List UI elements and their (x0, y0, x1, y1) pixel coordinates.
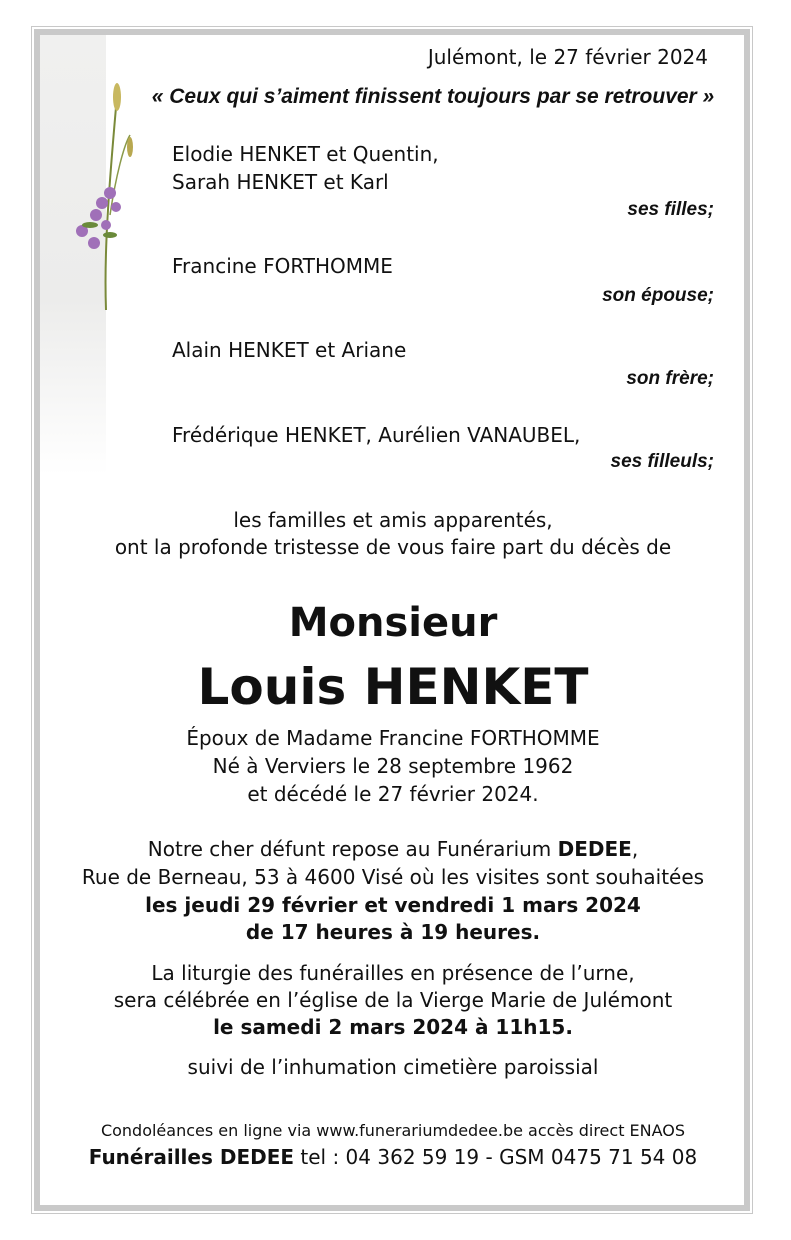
family-name: Francine FORTHOMME (172, 254, 393, 278)
condolences-line: Condoléances en ligne via www.funerariumdedee.be accès direct ENAOS (100, 1121, 686, 1140)
family-name: Elodie HENKET et Quentin, (172, 142, 439, 166)
family-relation: ses filleuls; (610, 451, 714, 472)
quote: « Ceux qui s’aiment finissent toujours par se retrouver » (151, 85, 715, 108)
phone-numbers: tel : 04 362 59 19 - GSM 0475 71 54 08 (294, 1145, 698, 1169)
ceremony-line: La liturgie des funérailles en présence de l’urne, (151, 961, 635, 985)
visitation-hours: de 17 heures à 19 heures. (245, 920, 541, 944)
visitation-dates: les jeudi 29 février et vendredi 1 mars 2024 (145, 893, 641, 917)
family-relation: son épouse; (602, 285, 714, 306)
place-date: Julémont, le 27 février 2024 (427, 45, 708, 69)
visitation-line (0, 837, 786, 861)
deceased-detail: Né à Verviers le 28 septembre 1962 (212, 754, 574, 778)
punctuation: , (631, 837, 639, 861)
family-relation: son frère; (626, 368, 714, 389)
family-name: Sarah HENKET et Karl (172, 170, 389, 194)
flower-illustration-icon (66, 75, 136, 315)
family-relation: ses filles; (627, 199, 714, 220)
ceremony-line: sera célébrée en l’église de la Vierge Marie de Julémont (113, 988, 673, 1012)
family-name: Frédérique HENKET, Aurélien VANAUBEL, (172, 423, 581, 447)
visitation-text: Notre cher défunt repose au Funérarium (147, 837, 558, 861)
announcement-line: ont la profonde tristesse de vous faire part du décès de (114, 535, 672, 559)
deceased-detail: Époux de Madame Francine FORTHOMME (186, 726, 600, 750)
burial-line: suivi de l’inhumation cimetière paroissial (187, 1055, 599, 1079)
contact-line (0, 1145, 786, 1169)
family-name: Alain HENKET et Ariane (172, 338, 407, 362)
company-name: Funérailles DEDEE (88, 1145, 295, 1169)
deceased-detail: et décédé le 27 février 2024. (247, 782, 539, 806)
deceased-name: Louis HENKET (197, 658, 589, 716)
announcement-line: les familles et amis apparentés, (233, 508, 553, 532)
visitation-address: Rue de Berneau, 53 à 4600 Visé où les visites sont souhaitées (81, 865, 705, 889)
deceased-title: Monsieur (288, 600, 498, 646)
ceremony-date: le samedi 2 mars 2024 à 11h15. (213, 1015, 573, 1039)
funerarium-name: DEDEE (557, 837, 632, 861)
